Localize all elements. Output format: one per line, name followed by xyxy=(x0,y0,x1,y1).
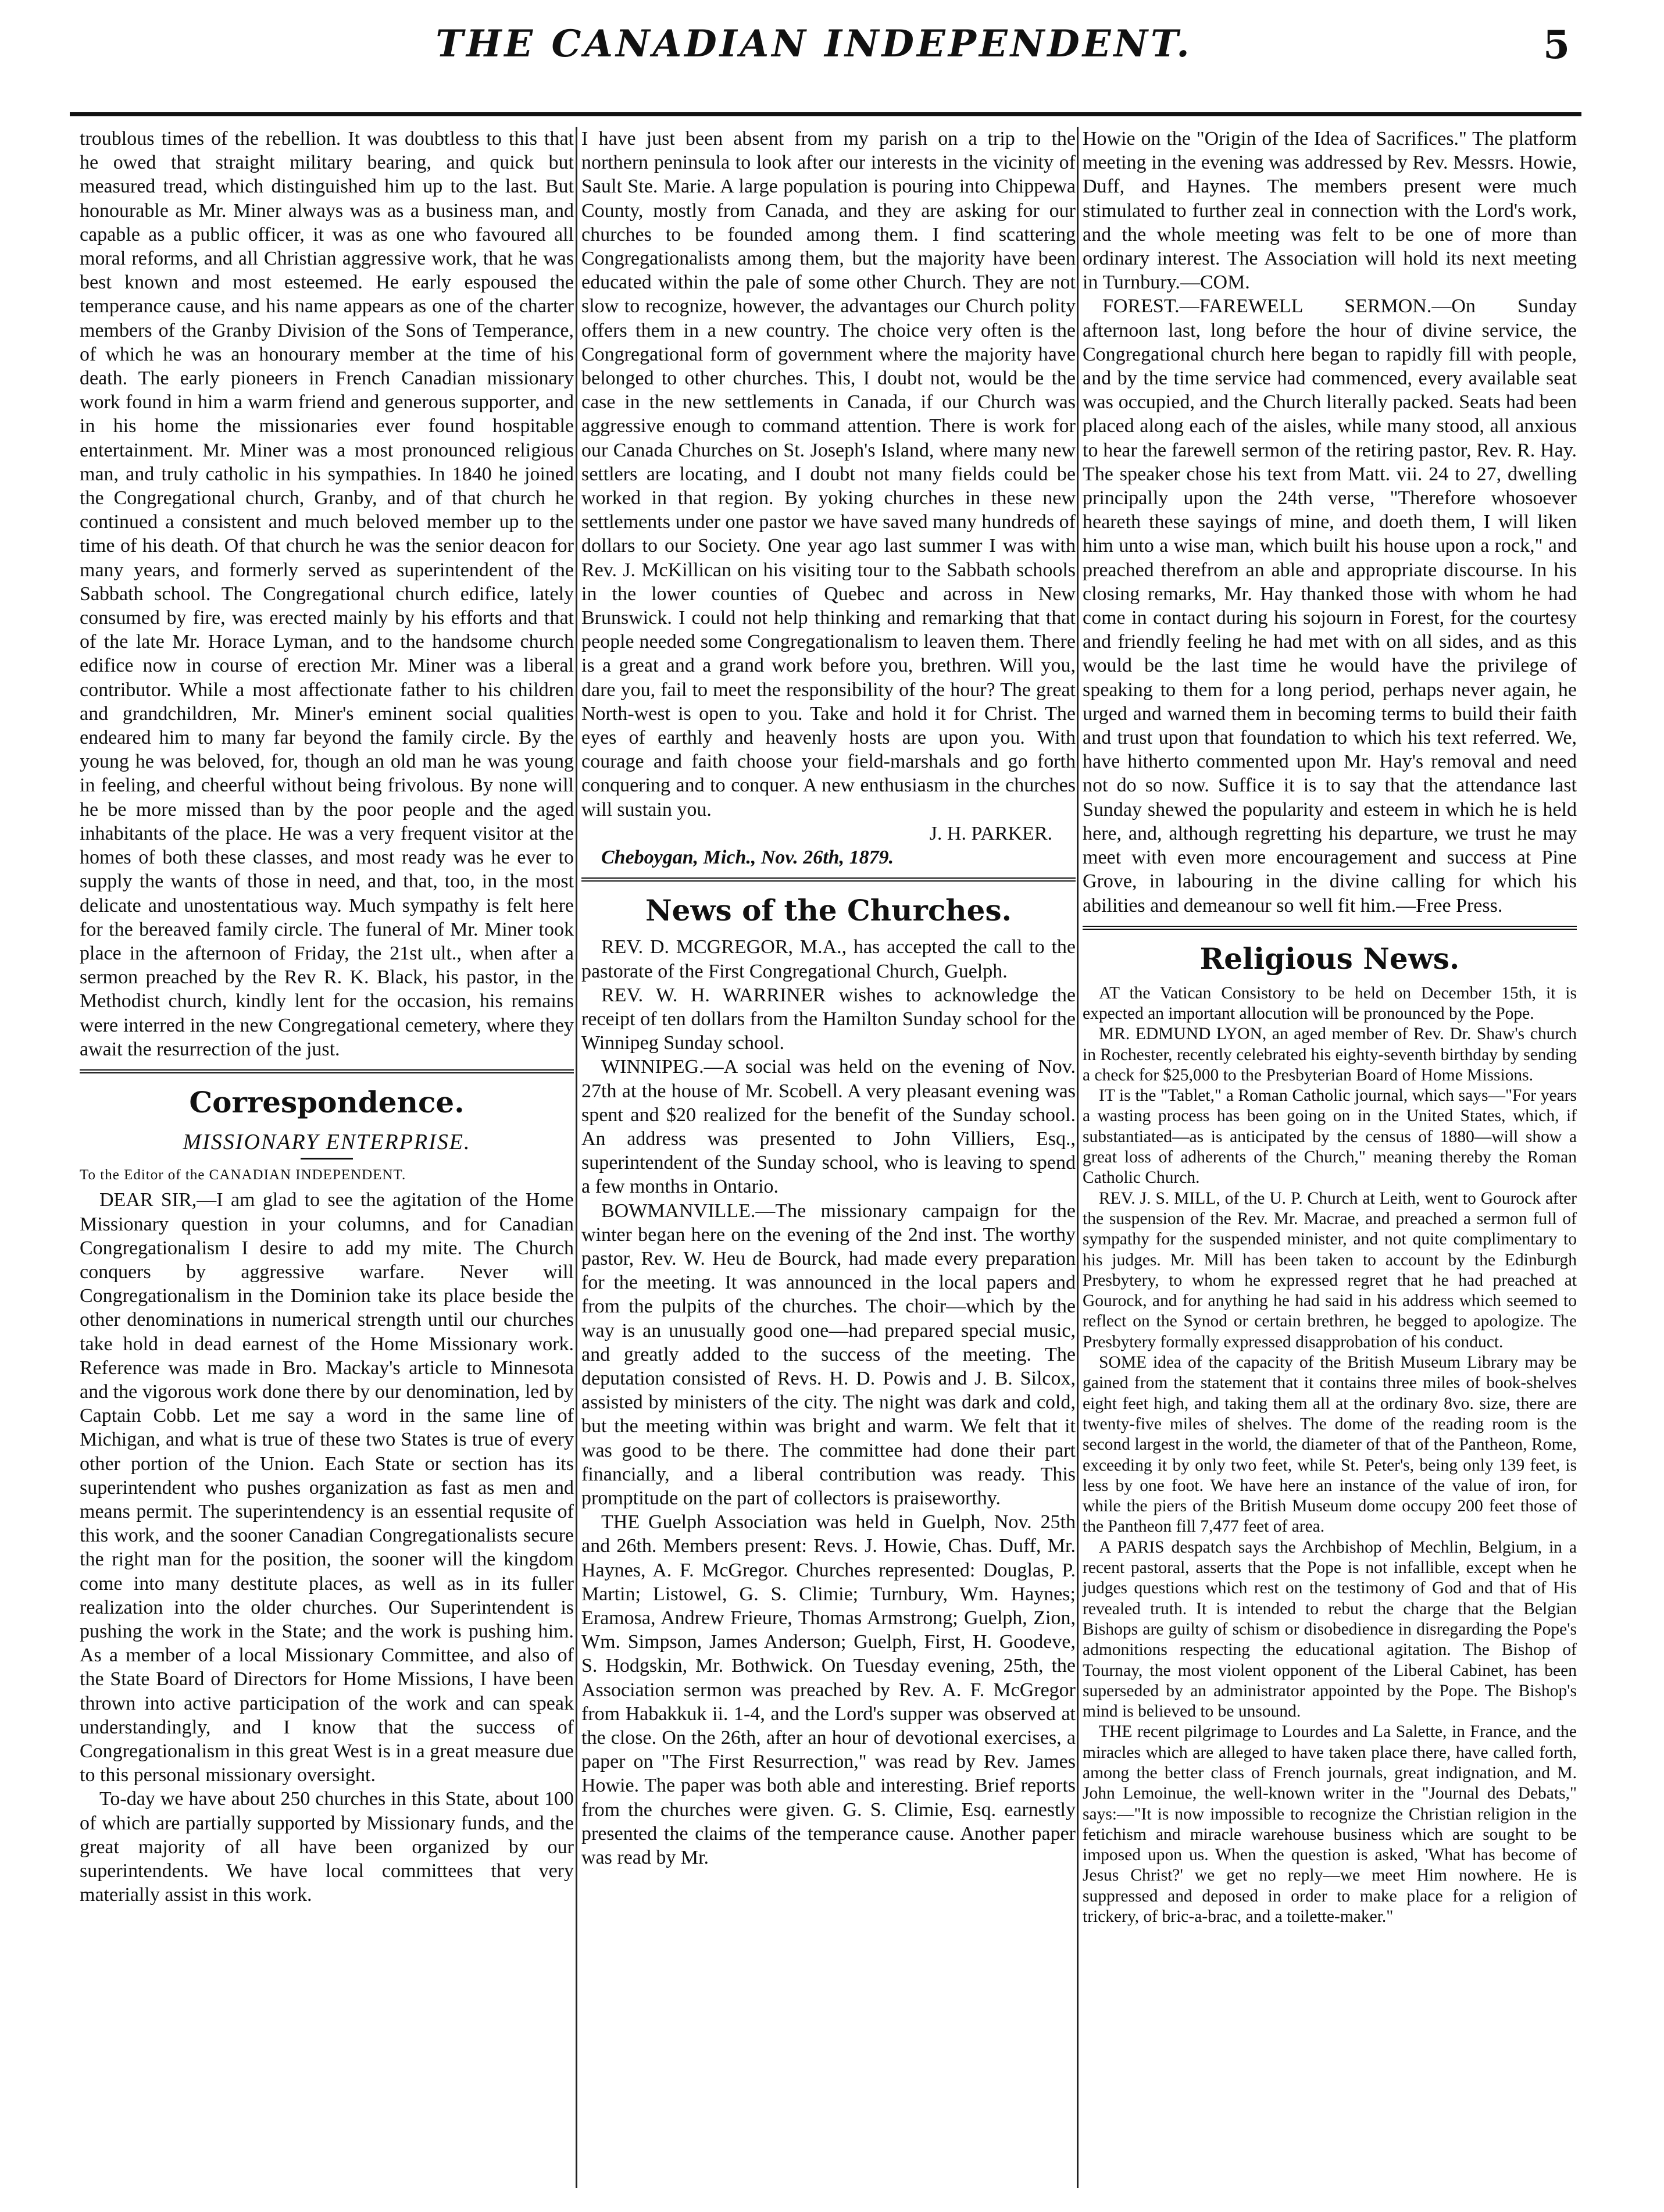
religious-news-item: AT the Vatican Consistory to be held on December 15th, it is expected an important allocution will be pronounced by the Pope. xyxy=(1083,983,1577,1023)
religious-news-item: SOME idea of the capacity of the British Museum Library may be gained from the statement that it contains three miles of book-shelves eight feet high, and taking them all at the ordinary 8vo. size, there are twenty-five miles of shelves. The dome of the reading room is the second largest in the world, the diameter of that of the Pantheon, Rome, exceeding it by only two feet, while St. Peter's, being only 139 feet, is less by one foot. We have here an instance of the value of iron, for while the piers of the British Museum dome occupy 200 feet those of the Pantheon fill 7,477 feet of area. xyxy=(1083,1353,1577,1536)
masthead-rule xyxy=(70,112,1581,116)
news-item-continued: Howie on the "Origin of the Idea of Sacrifices." The platform meeting in the evening was addressed by Rev. Messrs. Howie, Duff, and Haynes. The members present were much stimulated to further zeal in connection with the Lord's work, and the whole meeting was felt to be one of more than ordinary interest. The Association will hold its next meeting in Turnbury.—COM. xyxy=(1083,128,1577,294)
masthead xyxy=(70,16,1570,115)
letter-paragraph: I have just been absent from my parish on a trip to the northern peninsula to look after our interests in the vicinity of Sault Ste. Marie. A large population is pouring into Chippewa County, mostly from Canada, and they are asking for our churches to be founded among them. I find scattering Congregationalists among them, but the majority have been educated within the pale of some other Church. They are not slow to recognize, however, the advantages our Church polity offers them in a new country. The choice very often is the Congregational form of government where the majority have belonged to other churches. This, I doubt not, would be the case in the new settlements in Canada, if our Church was aggressive enough to command attention. There is work for our Canada Churches on St. Joseph's Island, where many new settlers are locating, and I doubt not many fields could be worked in that region. By yoking churches in these new settlements under one pastor we have saved many hundreds of dollars to our Society. One year ago last summer I was with Rev. J. McKillican on his visiting tour to the Sabbath schools in the lower counties of Quebec and across in New Brunswick. I could not help thinking and remarking that that people needed some Congregationalism to leaven them. There is a great and a grand work before you, brethren. Will you, dare you, fail to meet the responsibility of the hour? The great North-west is open to you. Take and hold it for Christ. The eyes of earthly and heavenly hosts are upon you. With courage and faith choose your field-marshals and go forth conquering and to conquer. A new enthusiasm in the churches will sustain you. xyxy=(581,128,1076,820)
religious-news-item: IT is the "Tablet," a Roman Catholic journal, which says—"For years a wasting process has been going on in the United States, which, if substantiated—as is anticipated by the census of 1880—will show a great loss of adherents of the Church," meaning thereby the Roman Catholic Church. xyxy=(1083,1086,1577,1187)
religious-news-item: REV. J. S. MILL, of the U. P. Church at Leith, went to Gourock after the suspension of the Rev. Mr. Macrae, and preached a sermon full of sympathy for the suspended minister, and not quite complimentary to his judges. Mr. Mill has been taken to account by the Edinburgh Presbytery, to whom he expressed regret that he had preached at Gourock, and for anything he had said in his address which seemed to reflect on the Synod or certain brethren, he begged to apologize. The Presbytery formally expressed disapprobation of his conduct. xyxy=(1083,1189,1577,1351)
column-divider xyxy=(576,127,577,2188)
news-item: REV. W. H. WARRINER wishes to acknowledge the receipt of ten dollars from the Hamilton Sunday school for the Winnipeg Sunday school. xyxy=(581,984,1076,1054)
news-of-churches-heading: News of the Churches. xyxy=(645,893,1012,928)
column-middle xyxy=(581,127,1076,1870)
letter-paragraph: DEAR SIR,—I am glad to see the agitation of the Home Missionary question in your columns, and for Canadian Congregationalism I desire to add my mite. The Church conquers by aggressive warfare. Never will Congregationalism in the Dominion take its place beside the other denominations in numerical strength until our churches take hold in dead earnest of the Home Missionary work. Reference was made in Bro. Mackay's article to Minnesota and the vigorous work done there by our denomination, led by Captain Cobb. Let me say a word in the same line of Michigan, and what is true of these two States is true of every other portion of the Union. Each State or section has its superintendent who pushes organization as fast as men and means permit. The superintendency is an essential requsite of this work, and the sooner Canadian Congregationalists secure the right man for the position, the sooner will the kingdom come into many destitute places, as well as in its fuller realization into the older churches. Our Superintendent is pushing the work in the State; and the work is pushing him. As a member of a local Missionary Committee, and also of the State Board of Directors for Home Missions, I have been thrown into active participation of the work and can speak understandingly, and I know that the success of Congregationalism in this great West is in a great measure due to this personal missionary oversight. xyxy=(80,1189,574,1786)
news-item: BOWMANVILLE.—The missionary campaign for the winter began here on the evening of the 2nd inst. The worthy pastor, Rev. W. Heu de Bourck, had made every preparation for the meeting. It was announced in the local papers and from the pulpits of the churches. The choir—which by the way is an unusually good one—had prepared special music, and greatly added to the success of the meeting. The deputation consisted of Revs. H. D. Powis and J. B. Silcox, assisted by ministers of the city. The night was dark and cold, but the meeting within was bright and warm. We felt that it was good to be there. The committee had done their part financially, and a liberal contribution was ready. This promptitude on the part of collectors is praiseworthy. xyxy=(581,1200,1076,1509)
religious-news-item: A PARIS despatch says the Archbishop of Mechlin, Belgium, in a recent pastoral, asserts that the Pope is not infallible, except when he judges questions which rest on the testimony of God and that of His revealed truth. It is intended to rebut the charge that the Belgian Bishops are guilty of schism or disobedience in disregarding the Pope's admonitions respecting the educational agitation. The Bishop of Tournay, the most violent opponent of the Liberal Cabinet, has been superseded by an administrator appointed by the Pope. The Bishop's mind is believed to be unsound. xyxy=(1083,1537,1577,1721)
section-rule xyxy=(581,877,1076,882)
religious-news-heading: Religious News. xyxy=(1199,941,1460,976)
letter-paragraph: To-day we have about 250 churches in this State, about 100 of which are partially supported by Missionary funds, and the great majority of all have been organized by our superintendents. We have local committees that very materially assist in this work. xyxy=(80,1788,574,1906)
missionary-enterprise-heading: MISSIONARY ENTERPRISE. xyxy=(183,1129,471,1154)
obituary-continued: troublous times of the rebellion. It was doubtless to this that he owed that straight military bearing, and quick but measured tread, which distinguished him up to the last. But honourable as Mr. Miner always was as a business man, and capable as a public officer, it was as one who favoured all moral reforms, and all Christian aggressive work, that he was best known and most esteemed. He early espoused the temperance cause, and his name appears as one of the charter members of the Granby Division of the Sons of Temperance, of which he was an honourary member at the time of his death. The early pioneers in French Canadian missionary work found in him a warm friend and generous supporter, and in his home the missionaries ever found hospitable entertainment. Mr. Miner was a most pronounced religious man, and truly catholic in his sympathies. In 1840 he joined the Congregational church, Granby, and of that church he continued a consistent and much beloved member up to the time of his death. Of that church he was the senior deacon for many years, and formerly served as superintendent of the Sabbath school. The Congregational church edifice, lately consumed by fire, was erected mainly by his efforts and that of the late Mr. Horace Lyman, and to the handsome church edifice now in course of erection Mr. Miner was a liberal contributor. While a most affectionate father to his children and grandchildren, Mr. Miner's eminent social qualities endeared him to many far beyond the family circle. By the young he was beloved, for, though an old man he was young in feeling, and cheerful without being frivolous. By none will he be more missed than by the poor people and the aged inhabitants of the place. He was a very frequent visitor at the homes of both these classes, and most ready was he ever to supply the wants of those in need, and that, too, in the most delicate and unostentatious way. Much sympathy is felt here for the bereaved family circle. The funeral of Mr. Miner took place in the afternoon of Friday, the 21st ult., when after a sermon preached by the Rev R. K. Black, his pastor, in the Methodist church, kindly lent for the occasion, his remains were interred in the new Congregational cemetery, where they await the resurrection of the just. xyxy=(80,128,574,1060)
news-item: WINNIPEG.—A social was held on the evening of Nov. 27th at the house of Mr. Scobell. A very pleasant evening was spent and $20 realized for the benefit of the Sunday school. An address was presented to John Villiers, Esq., superintendent of the Sunday school, who is leaving to spend a few months in Ontario. xyxy=(581,1056,1076,1198)
religious-news-list xyxy=(1083,983,1577,1928)
correspondence-heading: Correspondence. xyxy=(189,1084,465,1119)
news-item: THE Guelph Association was held in Guelph, Nov. 25th and 26th. Members present: Revs. J. Howie, Chas. Duff, Mr. Haynes, A. F. McGregor. Churches represented: Douglas, P. Martin; Listowel, G. S. Climie; Turnbury, Wm. Haynes; Eramosa, Andrew Frieure, Thomas Armstrong; Guelph, Zion, Wm. Simpson, James Anderson; Guelph, First, H. Goodeve, S. Hodgskin, Mr. Bothwick. On Tuesday evening, 25th, the Association sermon was preached by Rev. A. F. McGregor from Habakkuk ii. 1-4, and the Lord's supper was observed at the close. On the 26th, after an hour of devotional exercises, a paper on "The First Resurrection," was read by Rev. James Howie. The paper was both able and interesting. Brief reports from the churches were given. G. S. Climie, Esq. earnestly presented the claims of the temperance cause. Another paper was read by Mr. xyxy=(581,1511,1076,1869)
page-number: 5 xyxy=(1543,22,1570,67)
short-rule xyxy=(301,1158,353,1159)
religious-news-item: MR. EDMUND LYON, an aged member of Rev. Dr. Shaw's church in Rochester, recently celebrated his eighty-seventh birthday by sending a check for $25,000 to the Presbyterian Board of Home Missions. xyxy=(1083,1025,1577,1084)
letter-salutation-line: To the Editor of the CANADIAN INDEPENDENT. xyxy=(80,1167,406,1183)
news-item: FOREST.—FAREWELL SERMON.—On Sunday afternoon last, long before the hour of divine service, the Congregational church here began to rapidly fill with people, and by the time service had commenced, every available seat was occupied, and the Church literally packed. Seats had been placed along each of the aisles, while many stood, all anxious to hear the farewell sermon of the retiring pastor, Rev. R. Hay. The speaker chose his text from Matt. vii. 24 to 27, dwelling principally upon the 24th verse, "Therefore whosoever heareth these sayings of mine, and doeth them, I will liken him unto a wise man, which built his house upon a rock," and preached therefrom an able and appropriate discourse. In his closing remarks, Mr. Hay thanked those with whom he had come in contact during his sojourn in Forest, for the courtesy and friendly feeling he had met with on all sides, and as this would be the last time he would have the privilege of speaking to them for a long period, perhaps never again, he urged and warned them in becoming terms to build their faith and trust upon that foundation to which his text referred. We, have hitherto commented upon Mr. Hay's removal and need not do so now. Suffice it is to say that the attendance last Sunday shewed the popularity and esteem in which he is held here, and, although regretting his departure, we trust he may meet with even more encouragement and success at Pine Grove, in labouring in the divine calling for which his abilities and demeanour so well fit him.—Free Press. xyxy=(1083,295,1577,916)
column-right xyxy=(1083,127,1577,1927)
column-left xyxy=(80,127,574,1907)
news-item: REV. D. MCGREGOR, M.A., has accepted the call to the pastorate of the First Congregational Church, Guelph. xyxy=(581,936,1076,982)
section-rule xyxy=(1083,926,1577,930)
column-divider xyxy=(1077,127,1079,2188)
religious-news-item: THE recent pilgrimage to Lourdes and La Salette, in France, and the miracles which are alleged to have taken place there, have called forth, among the better class of French journals, great indignation, and M. John Lemoinue, the well-known writer in the "Journal des Debats," says:—"It is now impossible to recognize the Christian religion in the fetichism and miracle warehouse business which are sought to be imposed upon us. When the question is asked, 'What has become of Jesus Christ?' we get no reply—we meet Him nowhere. He is suppressed and deposed in order to make place for a religion of trickery, of bric-a-brac, and a toilette-maker." xyxy=(1083,1722,1577,1926)
newspaper-title: THE CANADIAN INDEPENDENT. xyxy=(435,22,1192,66)
letter-signature: J. H. PARKER. xyxy=(929,822,1052,844)
letter-dateline: Cheboygan, Mich., Nov. 26th, 1879. xyxy=(601,847,894,869)
section-rule xyxy=(80,1069,574,1073)
